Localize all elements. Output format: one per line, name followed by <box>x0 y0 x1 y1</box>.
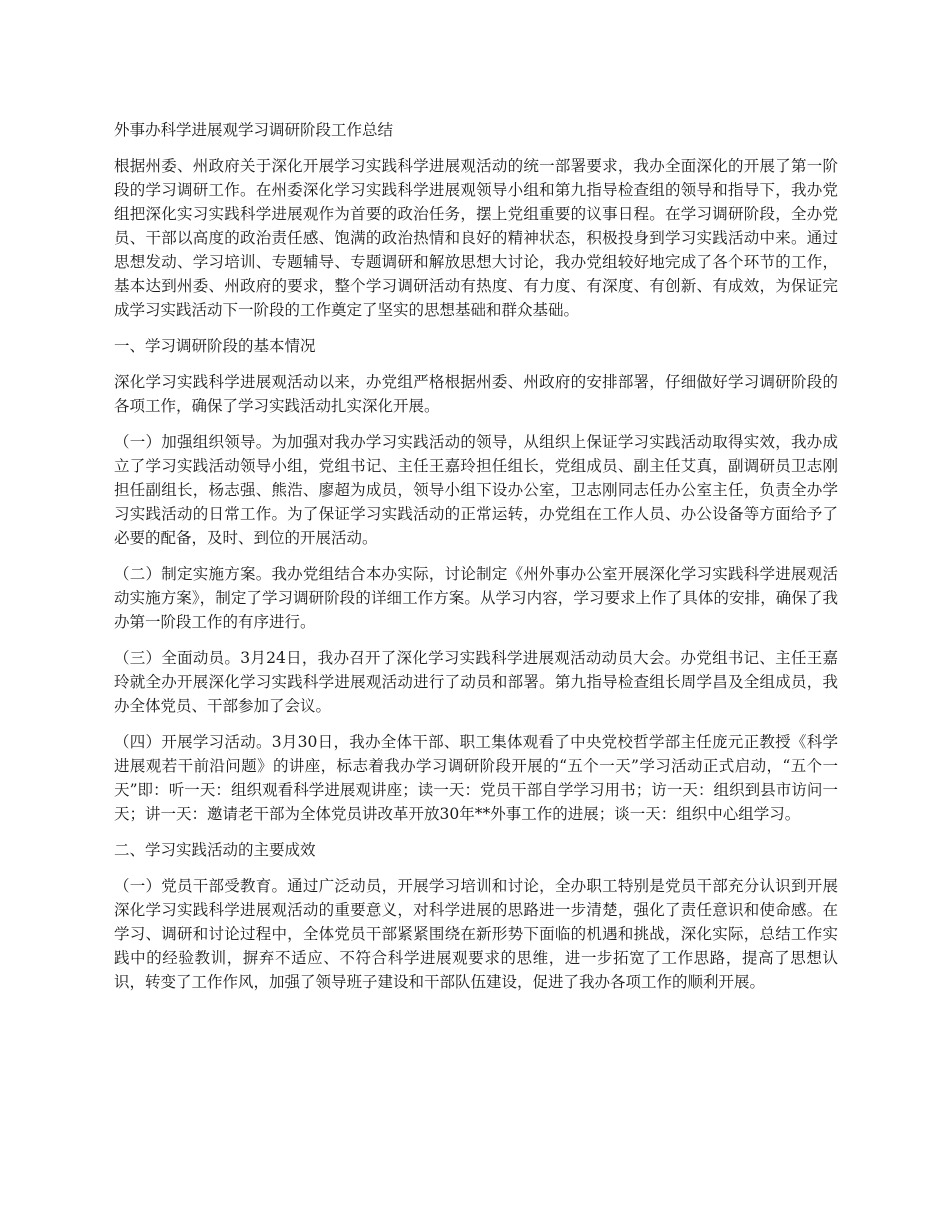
section-heading-2: 二、学习实践活动的主要成效 <box>114 841 316 859</box>
intro-paragraph: 根据州委、州政府关于深化开展学习实践科学进展观活动的统一部署要求，我办全面深化的开展了第一阶段的学习调研工作。在州委深化学习实践科学进展观领导小组和第九指导检查组的领导和指导下，我办党组把深化实习实践科学进展观作为首要的政治任务，摆上党组重要的议事日程。在学习调研阶段，全办党员、干部以高度的政治责任感、饱满的政治热情和良好的精神状态，积极投身到学习实践活动中来。通过思想发动、学习培训、专题辅导、专题调研和解放思想大讨论，我办党组较好地完成了各个环节的工作，基本达到州委、州政府的要求，整个学习调研活动有热度、有力度、有深度、有创新、有成效，为保证完成学习实践活动下一阶段的工作奠定了坚实的思想基础和群众基础。 <box>114 157 838 319</box>
section-heading-1: 一、学习调研阶段的基本情况 <box>114 337 316 355</box>
document-body <box>114 118 838 1006</box>
document-title: 外事办科学进展观学习调研阶段工作总结 <box>114 121 394 139</box>
section-1-item-1-paragraph: （一）加强组织领导。为加强对我办学习实践活动的领导，从组织上保证学习实践活动取得实效，我办成立了学习实践活动领导小组，党组书记、主任王嘉玲担任组长，党组成员、副主任艾真，副调研员卫志刚担任副组长，杨志强、熊浩、廖超为成员，领导小组下设办公室，卫志刚同志任办公室主任，负责全办学习实践活动的日常工作。为了保证学习实践活动的正常运转，办党组在工作人员、办公设备等方面给予了必要的配备，及时、到位的开展活动。 <box>114 433 838 547</box>
section-1-intro-paragraph: 深化学习实践科学进展观活动以来，办党组严格根据州委、州政府的安排部署，仔细做好学习调研阶段的各项工作，确保了学习实践活动扎实深化开展。 <box>114 373 838 415</box>
section-1-item-3-paragraph: （三）全面动员。3月24日，我办召开了深化学习实践科学进展观活动动员大会。办党组书记、主任王嘉玲就全办开展深化学习实践科学进展观活动进行了动员和部署。第九指导检查组长周学昌及全组成员，我办全体党员、干部参加了会议。 <box>114 649 838 715</box>
section-1-item-2-paragraph: （二）制定实施方案。我办党组结合本办实际，讨论制定《州外事办公室开展深化学习实践科学进展观活动实施方案》，制定了学习调研阶段的详细工作方案。从学习内容，学习要求上作了具体的安排，确保了我办第一阶段工作的有序进行。 <box>114 565 838 631</box>
section-1-item-4-paragraph: （四）开展学习活动。3月30日，我办全体干部、职工集体观看了中央党校哲学部主任庞元正教授《科学进展观若干前沿问题》的讲座，标志着我办学习调研阶段开展的“五个一天”学习活动正式启动，“五个一天”即：听一天：组织观看科学进展观讲座；读一天：党员干部自学学习用书；访一天：组织到县市访问一天；讲一天：邀请老干部为全体党员讲改革开放30年**外事工作的进展；谈一天：组织中心组学习。 <box>114 733 838 823</box>
section-2-item-1-paragraph: （一）党员干部受教育。通过广泛动员，开展学习培训和讨论，全办职工特别是党员干部充分认识到开展深化学习实践科学进展观活动的重要意义，对科学进展的思路进一步清楚，强化了责任意识和使命感。在学习、调研和讨论过程中，全体党员干部紧紧围绕在新形势下面临的机遇和挑战，深化实际，总结工作实践中的经验教训，摒弃不适应、不符合科学进展观要求的思维，进一步拓宽了工作思路，提高了思想认识，转变了工作作风，加强了领导班子建设和干部队伍建设，促进了我办各项工作的顺利开展。 <box>114 877 838 991</box>
